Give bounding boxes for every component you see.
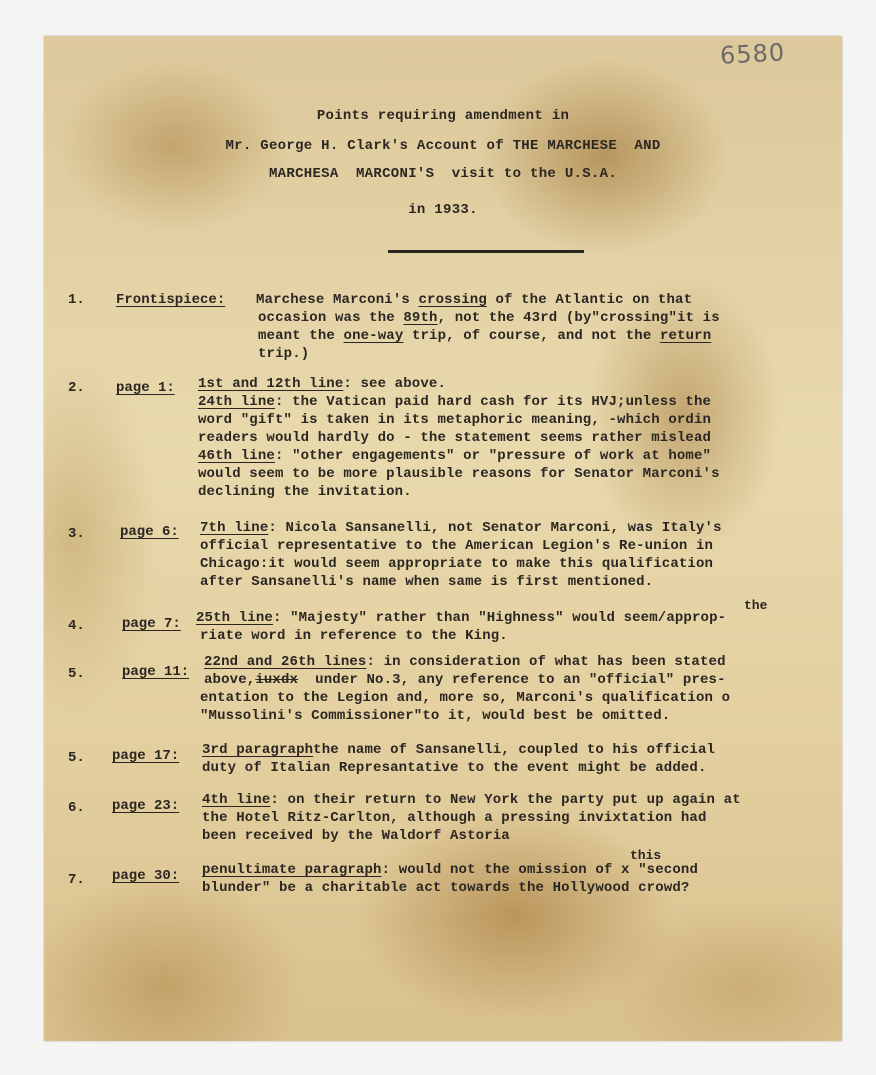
item-reference: page 23: <box>112 798 180 814</box>
item-line: blunder" be a charitable act towards the Hollywood crowd? <box>202 880 690 896</box>
item-number: 3. <box>68 526 85 542</box>
item-line: trip.) <box>258 346 310 362</box>
item-number: 5. <box>68 750 85 766</box>
item-line: 3rd paragraphthe name of Sansanelli, coupled to his official <box>202 742 716 758</box>
item-line: above,iuxdx under No.3, any reference to an "official" pres- <box>204 672 726 688</box>
item-line: official representative to the American Legion's Re-union in <box>200 538 714 554</box>
item-number: 1. <box>68 292 85 308</box>
item-line: after Sansanelli's name when same is first mentioned. <box>200 574 654 590</box>
item-number: 7. <box>68 872 85 888</box>
item-line: penultimate paragraph: would not the omission of x "second <box>202 862 698 878</box>
heading-line-2: Mr. George H. Clark's Account of THE MARCHESE AND <box>225 138 661 154</box>
catalog-number: 6580 <box>719 38 786 70</box>
item-line: entation to the Legion and, more so, Marconi's qualification o <box>200 690 731 706</box>
item-reference: page 17: <box>112 748 180 764</box>
item-number: 6. <box>68 800 85 816</box>
item-line: 7th line: Nicola Sansanelli, not Senator Marconi, was Italy's <box>200 520 722 536</box>
item-line: Chicago:it would seem appropriate to make this qualification <box>200 556 714 572</box>
heading-rule <box>388 250 584 253</box>
item-line: been received by the Waldorf Astoria <box>202 828 510 844</box>
item-line: 4th line: on their return to New York the party put up again at <box>202 792 741 808</box>
item-line: readers would hardly do - the statement seems rather mislead <box>198 430 712 446</box>
item-line: the Hotel Ritz-Carlton, although a pressing invixtation had <box>202 810 707 826</box>
item-number: 5. <box>68 666 85 682</box>
item-reference: page 6: <box>120 524 179 540</box>
heading-line-4: in 1933. <box>408 202 478 218</box>
item-line: "Mussolini's Commissioner"to it, would best be omitted. <box>200 708 671 724</box>
item-line: declining the invitation. <box>198 484 412 500</box>
item-number: 2. <box>68 380 85 396</box>
item-line: would seem to be more plausible reasons for Senator Marconi's <box>198 466 720 482</box>
item-line: 24th line: the Vatican paid hard cash for its HVJ;unless the <box>198 394 712 410</box>
document-page <box>44 36 842 1041</box>
item-reference: page 1: <box>116 380 175 396</box>
item-line: 1st and 12th line: see above. <box>198 376 446 392</box>
item-reference: page 11: <box>122 664 190 680</box>
item-reference: page 30: <box>112 868 180 884</box>
heading-line-3: MARCHESA MARCONI'S visit to the U.S.A. <box>268 166 618 182</box>
item-line: 25th line: "Majesty" rather than "Highness" would seem/approp- <box>196 610 727 626</box>
item-line: 46th line: "other engagements" or "pressure of work at home" <box>198 448 712 464</box>
heading-line-1: Points requiring amendment in <box>316 108 570 124</box>
item-line: 22nd and 26th lines: in consideration of what has been stated <box>204 654 726 670</box>
item-line: Marchese Marconi's crossing of the Atlantic on that <box>256 292 693 308</box>
item-line: riate word in reference to the King. <box>200 628 508 644</box>
handwritten-insertion: the <box>744 598 768 613</box>
handwritten-insertion: this <box>630 848 662 863</box>
item-line: word "gift" is taken in its metaphoric meaning, -which ordin <box>198 412 712 428</box>
item-reference: Frontispiece: <box>116 292 226 308</box>
item-reference: page 7: <box>122 616 181 632</box>
item-line: duty of Italian Represantative to the event might be added. <box>202 760 707 776</box>
item-number: 4. <box>68 618 85 634</box>
item-line: meant the one-way trip, of course, and not the return <box>258 328 712 344</box>
item-line: occasion was the 89th, not the 43rd (by"crossing"it is <box>258 310 720 326</box>
